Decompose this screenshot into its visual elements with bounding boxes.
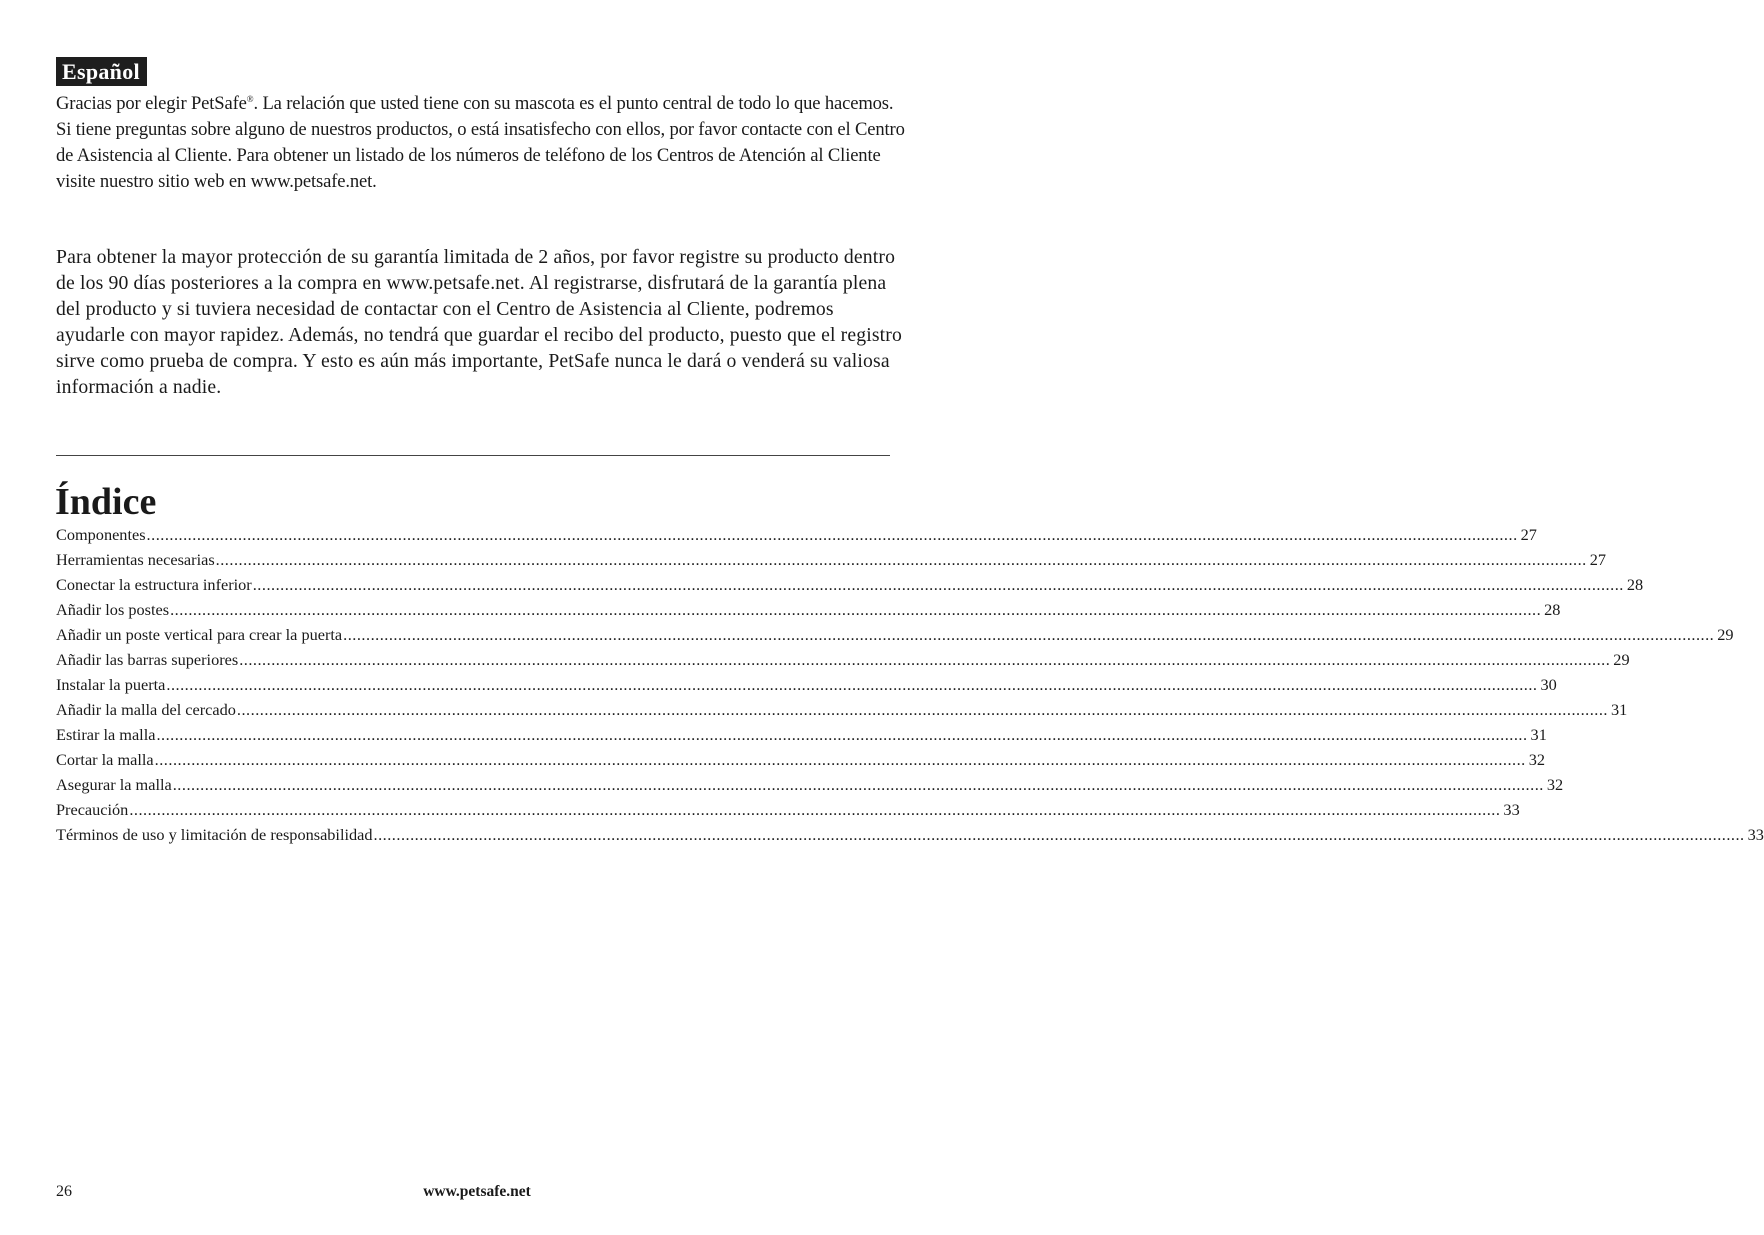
- toc-entry-label: Instalar la puerta: [56, 675, 166, 694]
- toc-entry-page: 32: [1528, 750, 1546, 769]
- toc-entry-label: Añadir las barras superiores: [56, 650, 239, 669]
- toc-entry-page: 32: [1546, 775, 1564, 794]
- toc-entry-label: Conectar la estructura inferior: [56, 575, 252, 594]
- toc-entry-page: 33: [1503, 800, 1520, 819]
- toc-entry-page: 27: [1520, 525, 1537, 544]
- toc-entry-page: 28: [1544, 600, 1561, 619]
- toc-leader: ............................................................................................................................................................................................................................................................................................................: [146, 525, 1518, 544]
- language-label: Español: [56, 57, 147, 86]
- intro-text-start: Gracias por elegir PetSafe: [56, 93, 247, 114]
- page-number: 26: [56, 1183, 72, 1200]
- toc-entry-page: 31: [1611, 700, 1628, 719]
- toc-leader: ............................................................................................................................................................................................................................................................................................................: [154, 750, 1526, 769]
- toc-entry[interactable]: [56, 572, 1644, 597]
- toc-entry[interactable]: [56, 697, 1628, 722]
- toc-leader: ............................................................................................................................................................................................................................................................................................................: [373, 825, 1745, 844]
- toc-entry-label: Componentes: [56, 525, 146, 544]
- toc-entry[interactable]: [56, 797, 1520, 822]
- toc-entry[interactable]: [56, 772, 1564, 797]
- intro-paragraph: [56, 91, 906, 195]
- toc-leader: ............................................................................................................................................................................................................................................................................................................: [215, 550, 1587, 569]
- toc-entry-label: Herramientas necesarias: [56, 550, 215, 569]
- toc-entry-page: 31: [1530, 725, 1547, 744]
- toc-entry[interactable]: [56, 647, 1630, 672]
- toc-leader: ............................................................................................................................................................................................................................................................................................................: [129, 800, 1501, 819]
- intro-text-rest: . La relación que usted tiene con su mascota es el punto central de todo lo que hacemos. Si tiene preguntas sobre alguno de nuestros productos, o está insatisfecho con ellos, por favor contacte con el Centro de Asistencia al Cliente. Para obtener un listado de los números de teléfono de los Centros de Atención al Cliente visite nuestro sitio web en www.petsafe.net.: [56, 93, 905, 192]
- toc-entry-page: 27: [1589, 550, 1607, 569]
- toc-leader: ............................................................................................................................................................................................................................................................................................................: [239, 650, 1611, 669]
- toc-entry[interactable]: [56, 522, 1537, 547]
- section-divider: [56, 455, 890, 456]
- toc-entry[interactable]: [56, 672, 1557, 697]
- table-of-contents: [56, 522, 1764, 847]
- toc-entry-label: Estirar la malla: [56, 725, 156, 744]
- toc-entry-label: Términos de uso y limitación de responsabilidad: [56, 825, 373, 844]
- toc-entry-label: Añadir los postes: [56, 600, 170, 619]
- toc-entry-label: Añadir la malla del cercado: [56, 700, 236, 719]
- footer-website: www.petsafe.net: [423, 1183, 531, 1200]
- toc-leader: ............................................................................................................................................................................................................................................................................................................: [166, 675, 1538, 694]
- toc-leader: ............................................................................................................................................................................................................................................................................................................: [252, 575, 1624, 594]
- toc-entry-page: 30: [1540, 675, 1557, 694]
- toc-leader: ............................................................................................................................................................................................................................................................................................................: [236, 700, 1608, 719]
- toc-entry-page: 29: [1613, 650, 1630, 669]
- toc-leader: ............................................................................................................................................................................................................................................................................................................: [156, 725, 1528, 744]
- toc-entry[interactable]: [56, 722, 1547, 747]
- warranty-paragraph: Para obtener la mayor protección de su garantía limitada de 2 años, por favor registre su producto dentro de los 90 días posteriores a la compra en www.petsafe.net. Al registrarse, disfrutará de la garantía plena del producto y si tuviera necesidad de contactar con el Centro de Asistencia al Cliente, podremos ayudarle con mayor rapidez. Además, no tendrá que guardar el recibo del producto, puesto que el registro sirve como prueba de compra. Y esto es aún más importante, PetSafe nunca le dará o venderá su valiosa información a nadie.: [56, 246, 902, 398]
- toc-entry[interactable]: [56, 547, 1607, 572]
- toc-entry-label: Añadir un poste vertical para crear la puerta: [56, 625, 343, 644]
- toc-entry-page: 29: [1717, 625, 1734, 644]
- toc-entry[interactable]: [56, 622, 1734, 647]
- toc-entry[interactable]: [56, 747, 1546, 772]
- toc-leader: ............................................................................................................................................................................................................................................................................................................: [170, 600, 1542, 619]
- toc-entry-label: Cortar la malla: [56, 750, 154, 769]
- toc-entry[interactable]: [56, 597, 1561, 622]
- toc-leader: ............................................................................................................................................................................................................................................................................................................: [172, 775, 1544, 794]
- toc-entry-label: Precaución: [56, 800, 129, 819]
- toc-title: Índice: [55, 481, 157, 523]
- toc-entry[interactable]: [56, 822, 1764, 847]
- registered-trademark-mark: ®: [246, 94, 254, 104]
- toc-leader: ............................................................................................................................................................................................................................................................................................................: [343, 625, 1715, 644]
- toc-entry-label: Asegurar la malla: [56, 775, 172, 794]
- toc-entry-page: 28: [1626, 575, 1644, 594]
- toc-entry-page: 33: [1747, 825, 1764, 844]
